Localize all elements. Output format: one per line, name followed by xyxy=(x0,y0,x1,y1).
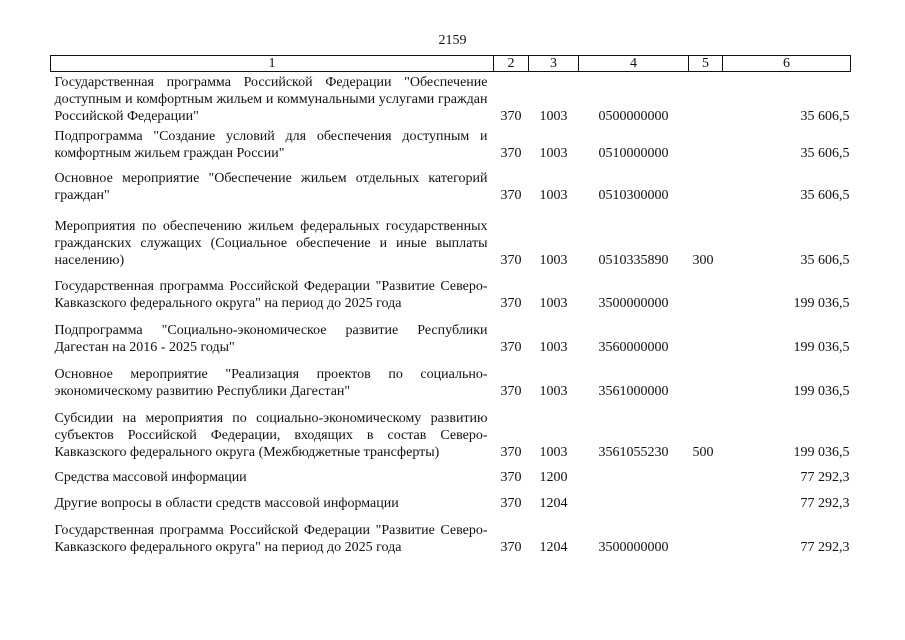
row-sum: 35 606,5 xyxy=(800,188,850,203)
row-cs: 3500000000 xyxy=(598,296,669,311)
row-sum: 77 292,3 xyxy=(800,470,850,485)
table-row xyxy=(51,512,851,556)
row-name: Государственная программа Российской Федерации "Развитие Северо-Кавказского федерального округа" на период до 2025 года xyxy=(54,523,488,555)
row-vr: 500 xyxy=(692,445,714,460)
column-header-1: 1 xyxy=(51,56,494,72)
row-name: Субсидии на мероприятия по социально-экономическому развитию субъектов Российской Федерации, входящих в состав Северо-Кавказского федерального округа (Межбюджетные трансферты) xyxy=(54,411,488,460)
table-row xyxy=(51,204,851,269)
row-vr: 300 xyxy=(692,253,714,268)
row-rz: 1003 xyxy=(539,340,568,355)
row-name: Государственная программа Российской Федерации "Обеспечение доступным и комфортным жильем и коммунальными услугами граждан Российской Федерации" xyxy=(54,75,488,124)
row-sum: 35 606,5 xyxy=(800,109,850,124)
row-gr: 370 xyxy=(500,253,522,268)
row-gr: 370 xyxy=(500,384,522,399)
table-row xyxy=(51,461,851,486)
row-cs: 0510335890 xyxy=(598,253,669,268)
row-gr: 370 xyxy=(500,109,522,124)
row-vr xyxy=(689,125,723,162)
page-number: 2159 xyxy=(438,33,467,48)
column-header-2: 2 xyxy=(494,56,529,72)
column-header-6: 6 xyxy=(723,56,851,72)
table-row xyxy=(51,356,851,400)
table-row xyxy=(51,162,851,204)
row-name: Подпрограмма "Создание условий для обеспечения доступным и комфортным жильем граждан России" xyxy=(54,129,488,161)
row-gr: 370 xyxy=(500,340,522,355)
row-rz: 1200 xyxy=(539,470,568,485)
row-sum: 35 606,5 xyxy=(800,146,850,161)
row-gr: 370 xyxy=(500,445,522,460)
row-vr xyxy=(689,356,723,400)
column-header-4: 4 xyxy=(579,56,689,72)
row-sum: 199 036,5 xyxy=(793,445,850,460)
row-name: Мероприятия по обеспечению жильем федеральных государственных гражданских служащих (Социальное обеспечение и иные выплаты населению) xyxy=(54,219,488,268)
row-cs: 3561055230 xyxy=(598,445,669,460)
row-rz: 1003 xyxy=(539,253,568,268)
row-vr xyxy=(689,72,723,126)
row-gr: 370 xyxy=(500,540,522,555)
row-rz: 1003 xyxy=(539,188,568,203)
row-rz: 1204 xyxy=(539,540,568,555)
table-header-row xyxy=(51,56,851,72)
row-sum: 77 292,3 xyxy=(800,540,850,555)
column-header-5: 5 xyxy=(689,56,723,72)
table-row xyxy=(51,400,851,461)
row-vr xyxy=(689,312,723,356)
row-cs xyxy=(579,486,689,512)
row-sum: 77 292,3 xyxy=(800,496,850,511)
row-vr xyxy=(689,461,723,486)
row-sum: 199 036,5 xyxy=(793,340,850,355)
row-vr xyxy=(689,269,723,312)
row-gr: 370 xyxy=(500,496,522,511)
row-name: Основное мероприятие "Обеспечение жильем отдельных категорий граждан" xyxy=(54,171,488,203)
row-cs xyxy=(579,461,689,486)
row-sum: 35 606,5 xyxy=(800,253,850,268)
row-rz: 1003 xyxy=(539,296,568,311)
row-rz: 1003 xyxy=(539,445,568,460)
row-vr xyxy=(689,162,723,204)
row-rz: 1204 xyxy=(539,496,568,511)
row-cs: 3560000000 xyxy=(598,340,669,355)
row-vr xyxy=(689,512,723,556)
table-row xyxy=(51,312,851,356)
row-cs: 0510000000 xyxy=(598,146,669,161)
row-gr: 370 xyxy=(500,296,522,311)
row-name: Средства массовой информации xyxy=(54,470,247,485)
row-gr: 370 xyxy=(500,188,522,203)
row-rz: 1003 xyxy=(539,384,568,399)
row-cs: 3561000000 xyxy=(598,384,669,399)
table-row xyxy=(51,269,851,312)
row-gr: 370 xyxy=(500,470,522,485)
row-sum: 199 036,5 xyxy=(793,384,850,399)
row-sum: 199 036,5 xyxy=(793,296,850,311)
budget-table xyxy=(50,55,851,556)
row-name: Подпрограмма "Социально-экономическое развитие Республики Дагестан на 2016 - 2025 годы" xyxy=(54,323,488,355)
row-name: Другие вопросы в области средств массовой информации xyxy=(54,496,399,511)
row-cs: 3500000000 xyxy=(598,540,669,555)
row-rz: 1003 xyxy=(539,109,568,124)
column-header-3: 3 xyxy=(529,56,579,72)
table-row xyxy=(51,486,851,512)
row-gr: 370 xyxy=(500,146,522,161)
row-name: Основное мероприятие "Реализация проектов по социально-экономическому развитию Республики Дагестан" xyxy=(54,367,488,399)
row-cs: 0510300000 xyxy=(598,188,669,203)
table-row xyxy=(51,125,851,162)
row-vr xyxy=(689,486,723,512)
row-cs: 0500000000 xyxy=(598,109,669,124)
row-name: Государственная программа Российской Федерации "Развитие Северо-Кавказского федерального округа" на период до 2025 года xyxy=(54,279,488,311)
row-rz: 1003 xyxy=(539,146,568,161)
table-row xyxy=(51,72,851,126)
